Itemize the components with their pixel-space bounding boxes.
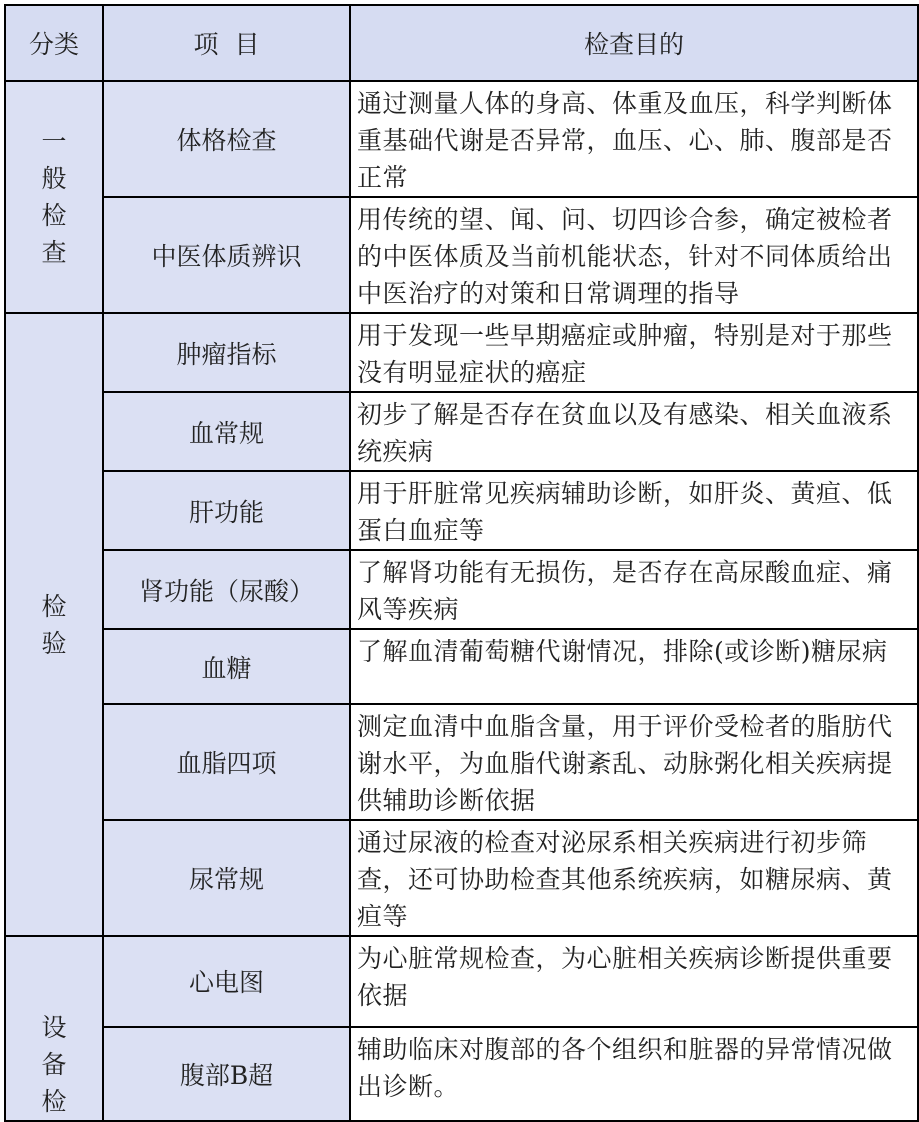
item-name: 血常规 — [103, 392, 350, 471]
item-purpose: 初步了解是否存在贫血以及有感染、相关血液系统疾病 — [350, 392, 918, 471]
item-purpose: 了解肾功能有无损伤，是否存在高尿酸血症、痛风等疾病 — [350, 550, 918, 629]
category-equipment-exam — [5, 936, 103, 1121]
table-row — [5, 81, 918, 197]
header-item: 项 目 — [103, 5, 350, 81]
item-name: 腹部B超 — [103, 1027, 350, 1121]
category-general-exam — [5, 81, 103, 313]
table-header-row — [5, 5, 918, 81]
table-row — [5, 550, 918, 629]
item-name: 尿常规 — [103, 820, 350, 936]
item-purpose: 了解血清葡萄糖代谢情况，排除(或诊断)糖尿病 — [350, 629, 918, 704]
item-name: 中医体质辨识 — [103, 197, 350, 313]
table-row — [5, 392, 918, 471]
table-row — [5, 820, 918, 936]
exam-items-table — [4, 4, 919, 1122]
header-category: 分类 — [5, 5, 103, 81]
table-row — [5, 1027, 918, 1121]
category-label: 一般检查 — [41, 127, 67, 267]
category-lab-tests — [5, 313, 103, 936]
item-name: 肝功能 — [103, 471, 350, 550]
item-purpose: 通过尿液的检查对泌尿系相关疾病进行初步筛查，还可协助检查其他系统疾病，如糖尿病、黄疸等 — [350, 820, 918, 936]
table-row — [5, 471, 918, 550]
category-label: 检验 — [41, 591, 67, 658]
item-purpose: 通过测量人体的身高、体重及血压，科学判断体重基础代谢是否异常，血压、心、肺、腹部是否正常 — [350, 81, 918, 197]
item-purpose: 辅助临床对腹部的各个组织和脏器的异常情况做出诊断。 — [350, 1027, 918, 1121]
item-purpose: 为心脏常规检查，为心脏相关疾病诊断提供重要依据 — [350, 936, 918, 1027]
item-purpose: 用传统的望、闻、问、切四诊合参，确定被检者的中医体质及当前机能状态，针对不同体质给出中医治疗的对策和日常调理的指导 — [350, 197, 918, 313]
item-purpose: 用于肝脏常见疾病辅助诊断，如肝炎、黄疸、低蛋白血症等 — [350, 471, 918, 550]
table-row — [5, 704, 918, 820]
item-purpose: 用于发现一些早期癌症或肿瘤，特别是对于那些没有明显症状的癌症 — [350, 313, 918, 392]
category-label: 设备检 — [41, 1013, 67, 1116]
item-name: 血糖 — [103, 629, 350, 704]
item-name: 体格检查 — [103, 81, 350, 197]
item-name: 血脂四项 — [103, 704, 350, 820]
table-row — [5, 197, 918, 313]
table-row — [5, 629, 918, 704]
item-name: 肾功能（尿酸） — [103, 550, 350, 629]
table-row — [5, 936, 918, 1027]
header-purpose: 检查目的 — [350, 5, 918, 81]
table-row — [5, 313, 918, 392]
item-name: 心电图 — [103, 936, 350, 1027]
item-purpose: 测定血清中血脂含量，用于评价受检者的脂肪代谢水平，为血脂代谢紊乱、动脉粥化相关疾病提供辅助诊断依据 — [350, 704, 918, 820]
item-name: 肿瘤指标 — [103, 313, 350, 392]
